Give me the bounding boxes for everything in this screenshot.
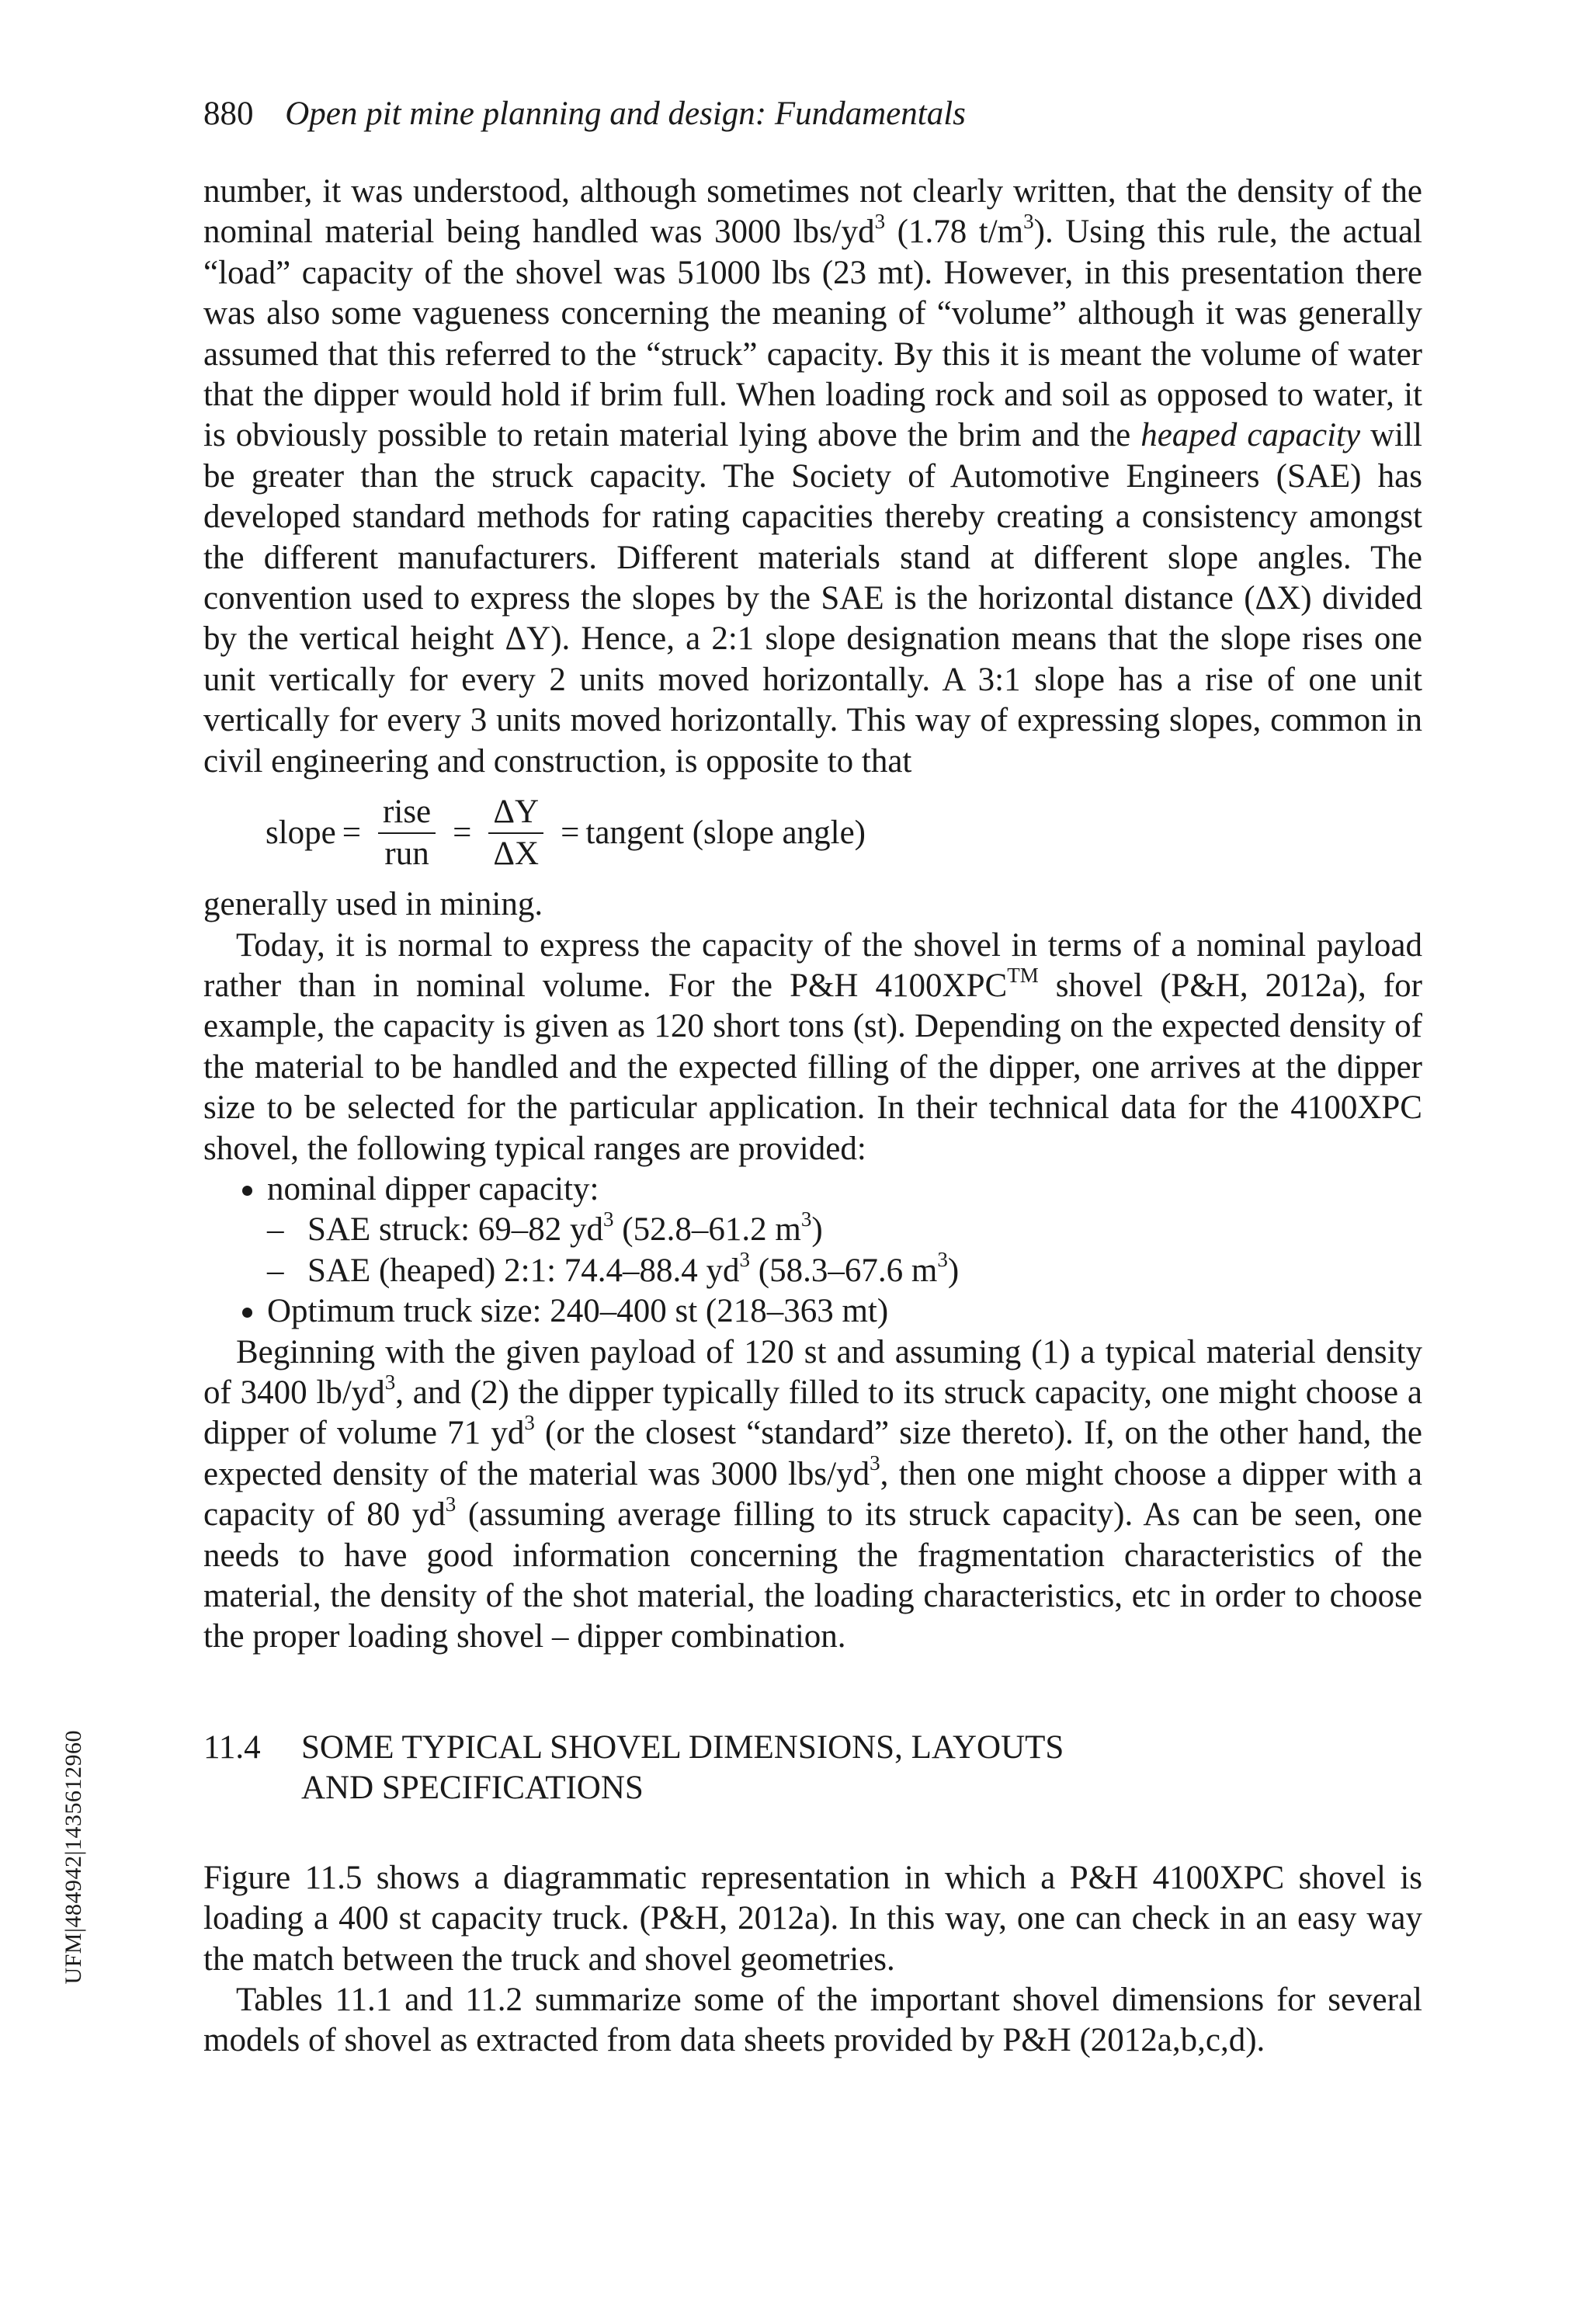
p4-sup-d: 3 (445, 1492, 457, 1516)
p4-sup-a: 3 (384, 1370, 396, 1394)
list-item (239, 1169, 1422, 1291)
p4-text-c: (or the closest “standard” size thereto). If, on the other hand, the expected density of the material was 3000 lbs/yd (203, 1415, 1422, 1492)
paragraph-5: Figure 11.5 shows a diagrammatic representation in which a P&H 4100XPC shovel is loading a 400 st capacity truck. (P&H, 2012a). In this way, one can check in an easy way the match between the truck and shovel geometries. (203, 1859, 1422, 1978)
bullet-1-text: nominal dipper capacity: (267, 1170, 599, 1207)
sub2-text-a: SAE (heaped) 2:1: 74.4–88.4 yd (307, 1252, 740, 1289)
page-header (203, 92, 1430, 137)
p1-emphasis: heaped capacity (1140, 417, 1361, 454)
eq-lhs: slope (266, 814, 336, 851)
frac2-numerator: ΔY (488, 792, 543, 834)
section-title (301, 1728, 1064, 1808)
sub1-text-b: (52.8–61.2 m (613, 1211, 801, 1249)
p3-text-b: shovel (P&H, 2012a), for example, the capacity is given as 120 short tons (st). Depending on the expected density of the material to be handled and the expected filling of the dipper, one arrives at the dipper size to be selected for the particular application. In their technical data for the 4100XPC shovel, the following typical ranges are provided: (203, 967, 1422, 1167)
paragraph-4 (203, 1332, 1422, 1658)
sub2-text-c: ) (947, 1252, 960, 1289)
eq-equals-3: = (561, 814, 580, 851)
side-identifier: UFM|484942|1435612960 (61, 1730, 86, 1985)
p3-text-a: Today, it is normal to express the capacity of the shovel in terms of a nominal payload rather than in nominal volume. For the P&H 4100XPC (203, 926, 1422, 1004)
eq-equals-2: = (453, 814, 472, 851)
p1-text-a: number, it was understood, although sometimes not clearly written, that the density of the nominal material being handled was 3000 lbs/yd (203, 173, 1422, 251)
capacity-list (203, 1169, 1422, 1332)
sub1-sup-b: 3 (800, 1207, 812, 1231)
sub2-sup-a: 3 (739, 1248, 751, 1272)
running-subtitle: : Fundamentals (755, 96, 966, 132)
p4-text-e: (assuming average filling to its struck capacity). As can be seen, one needs to have good information concerning the fragmentation characteristics of the material, the density of the shot material, the loading characteristics, etc in order to choose the proper loading shovel – dipper combination. (203, 1496, 1422, 1655)
paragraph-6: Tables 11.1 and 11.2 summarize some of the important shovel dimensions for several models of shovel as extracted from data sheets provided by P&H (2012a,b,c,d). (203, 1982, 1422, 2059)
p1-sup-a: 3 (874, 210, 886, 234)
p4-text-d: , then one might choose a dipper with a capacity of 80 yd (203, 1455, 1422, 1534)
eq-equals-1: = (342, 814, 362, 851)
paragraph-2: generally used in mining. (203, 886, 543, 923)
trademark-sup: TM (1007, 963, 1039, 987)
frac2-denominator: ΔX (493, 835, 540, 873)
list-item (267, 1207, 1422, 1250)
frac1-denominator: run (384, 835, 429, 873)
p1-sup-b: 3 (1023, 210, 1034, 234)
paragraph-3 (203, 926, 1422, 1169)
sub1-text-a: SAE struck: 69–82 yd (307, 1211, 604, 1249)
list-item (267, 1248, 1422, 1291)
eq-rhs: tangent (slope angle) (585, 814, 866, 851)
capacity-sublist (267, 1207, 1422, 1291)
section-heading (203, 1728, 1422, 1808)
fraction-rise-run (378, 792, 436, 874)
list-item (239, 1291, 1422, 1332)
sub2-sup-b: 3 (937, 1248, 948, 1272)
p4-text-a: Beginning with the given payload of 120 st and assuming (1) a typical material density of 3400 lb/yd (203, 1333, 1422, 1411)
frac1-numerator: rise (378, 792, 436, 834)
fraction-dy-dx (488, 792, 543, 874)
p1-text-d: will be greater than the struck capacity. The Society of Automotive Engineers (SAE) has developed standard methods for rating capacities thereby creating a consistency amongst the different manufacturers. Different materials stand at different slope angles. The convention used to express the slopes by the SAE is the horizontal distance (ΔX) divided by the vertical height ΔY). Hence, a 2:1 slope designation means that the slope rises one unit vertically for every 2 units moved horizontally. A 3:1 slope has a rise of one unit vertically for every 3 units moved horizontally. This way of expressing slopes, common in civil engineering and construction, is opposite to that (203, 417, 1422, 780)
sub2-text-b: (58.3–67.6 m (750, 1252, 938, 1289)
p4-text-b: , and (2) the dipper typically filled to its struck capacity, one might choose a dipper of volume 71 yd (203, 1374, 1422, 1452)
page-number: 880 (203, 96, 254, 132)
slope-equation (266, 785, 1422, 881)
p1-text-c: ). Using this rule, the actual “load” capacity of the shovel was 51000 lbs (23 mt). However, in this presentation there was also some vagueness concerning the meaning of “volume” although it was generally assumed that this referred to the “struck” capacity. By this it is meant the volume of water that the dipper would hold if brim full. When loading rock and soil as opposed to water, it is obviously possible to retain material lying above the brim and the (203, 214, 1422, 454)
sub1-sup-a: 3 (603, 1207, 614, 1231)
p4-sup-c: 3 (870, 1451, 880, 1475)
section-number: 11.4 (203, 1728, 261, 1766)
p1-text-b: (1.78 t/m (885, 214, 1024, 251)
body-text (203, 172, 1422, 2062)
paragraph-1 (203, 172, 1422, 782)
section-title-line-2: AND SPECIFICATIONS (301, 1769, 644, 1806)
p4-sup-b: 3 (524, 1411, 535, 1435)
running-title: Open pit mine planning and design (285, 96, 755, 132)
sub1-text-c: ) (811, 1211, 823, 1249)
section-title-line-1: SOME TYPICAL SHOVEL DIMENSIONS, LAYOUTS (301, 1728, 1064, 1766)
bullet-2-text: Optimum truck size: 240–400 st (218–363 mt) (267, 1293, 889, 1330)
